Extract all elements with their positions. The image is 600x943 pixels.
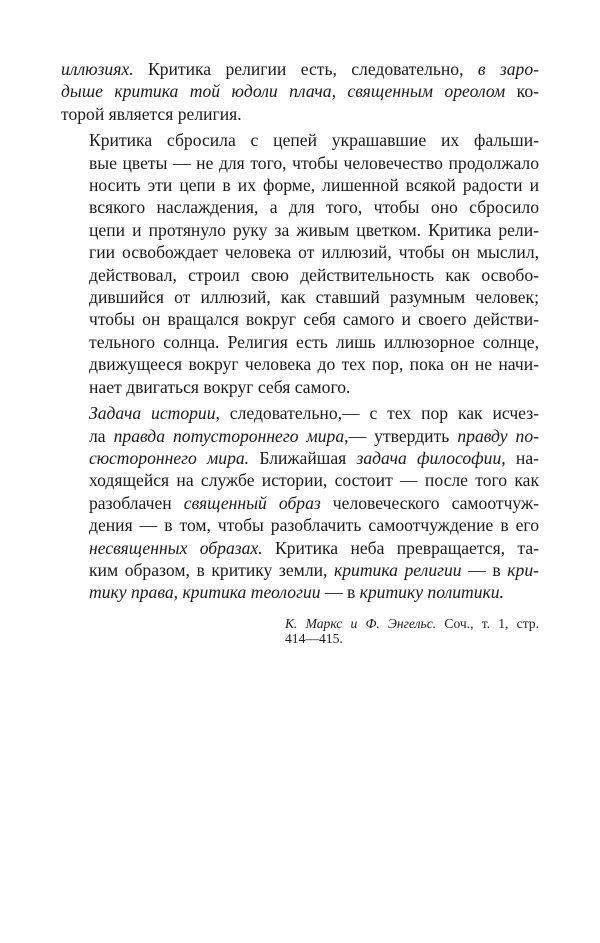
text-line xyxy=(61,469,539,491)
text-line xyxy=(61,581,539,603)
text-line: тельного солнца. Религия есть лишь иллюзорное солнце, xyxy=(89,331,539,352)
text-line xyxy=(61,559,539,581)
text: Критика религии есть, следовательно, xyxy=(133,59,478,79)
text-line xyxy=(61,58,539,80)
text-line: дившийся от иллюзий, как ставший разумным человек; xyxy=(89,287,539,308)
text-line: носить эти цепи в их форме, лишенной всякой радости и xyxy=(89,175,539,196)
text: торой является религия. xyxy=(61,103,242,124)
text-line xyxy=(61,537,539,559)
text-line: гии освобождает человека от иллюзий, чтобы он мыслил, xyxy=(89,242,539,263)
text-line xyxy=(61,103,539,125)
paragraph-3 xyxy=(61,402,539,604)
page xyxy=(61,58,539,647)
text: Критика неба превращается, та- xyxy=(262,537,539,558)
text: Ближайшая xyxy=(249,447,357,468)
italic-text: кри- xyxy=(507,559,539,580)
italic-text: задача философии, xyxy=(356,447,506,468)
italic-text: сюстороннего мира. xyxy=(89,447,250,468)
text-line: всякого наслаждения, а для того, чтобы оно сбросило xyxy=(89,197,539,218)
text-line: чтобы он вращался вокруг себя самого и своего действи- xyxy=(89,309,539,330)
text: ко- xyxy=(505,81,539,102)
text-line xyxy=(61,492,539,514)
paragraph-2 xyxy=(61,129,539,398)
text-line xyxy=(61,514,539,536)
italic-text: священный образ xyxy=(183,492,321,513)
italic-text: правду по- xyxy=(457,425,539,446)
text-line xyxy=(61,447,539,469)
italic-text: правда потустороннего мира, xyxy=(113,425,349,446)
paragraph-1 xyxy=(61,58,539,125)
text: разоблачен xyxy=(89,492,184,513)
text: дения — в том, чтобы разоблачить самоотчуждение в его xyxy=(89,515,539,536)
text: ким образом, в критику земли, xyxy=(89,559,334,580)
text: , следовательно,— с тех пор как исчез- xyxy=(215,403,539,424)
text: — утвердить xyxy=(348,425,458,446)
italic-text: критику политики. xyxy=(359,582,504,603)
italic-text: тику права, критика теологии xyxy=(89,582,321,603)
citation-line xyxy=(285,616,539,632)
text-line: нает двигаться вокруг себя самого. xyxy=(89,376,351,397)
italic-text: дыше критика той юдоли плача, священным ореолом xyxy=(61,81,506,102)
text-line: движущееся вокруг человека до тех пор, пока он не начи- xyxy=(89,354,539,375)
italic-text: иллюзиях. xyxy=(61,59,134,79)
citation xyxy=(285,616,539,647)
italic-text: несвященных образах. xyxy=(89,537,263,558)
text-line: действовал, строил свою действительность как освобо- xyxy=(89,264,539,285)
text: ла xyxy=(89,425,114,446)
text-line xyxy=(61,425,539,447)
italic-text: критика религии xyxy=(334,559,462,580)
text-line: Критика сбросила с цепей украшавшие их фальши- xyxy=(89,130,539,151)
citation-authors: К. Маркс и Ф. Энгельс. xyxy=(285,615,437,631)
text: ходящейся на службе истории, состоит — после того как xyxy=(89,470,539,491)
text: — в xyxy=(461,559,508,580)
italic-text: в заро- xyxy=(477,59,539,79)
text-line: вые цветы — не для того, чтобы человечество продолжало xyxy=(89,152,539,173)
text: человеческого самоотчуж- xyxy=(320,492,540,513)
citation-source: Соч., т. 1, стр. xyxy=(436,615,539,631)
text-line: цепи и протянуло руку за живым цветком. Критика рели- xyxy=(89,219,539,240)
citation-pages: 414—415. xyxy=(285,631,343,647)
text: на- xyxy=(505,447,539,468)
italic-text: Задача истории xyxy=(89,403,216,424)
text: — в xyxy=(320,582,360,603)
text-line xyxy=(61,402,539,424)
text-line xyxy=(61,80,539,102)
